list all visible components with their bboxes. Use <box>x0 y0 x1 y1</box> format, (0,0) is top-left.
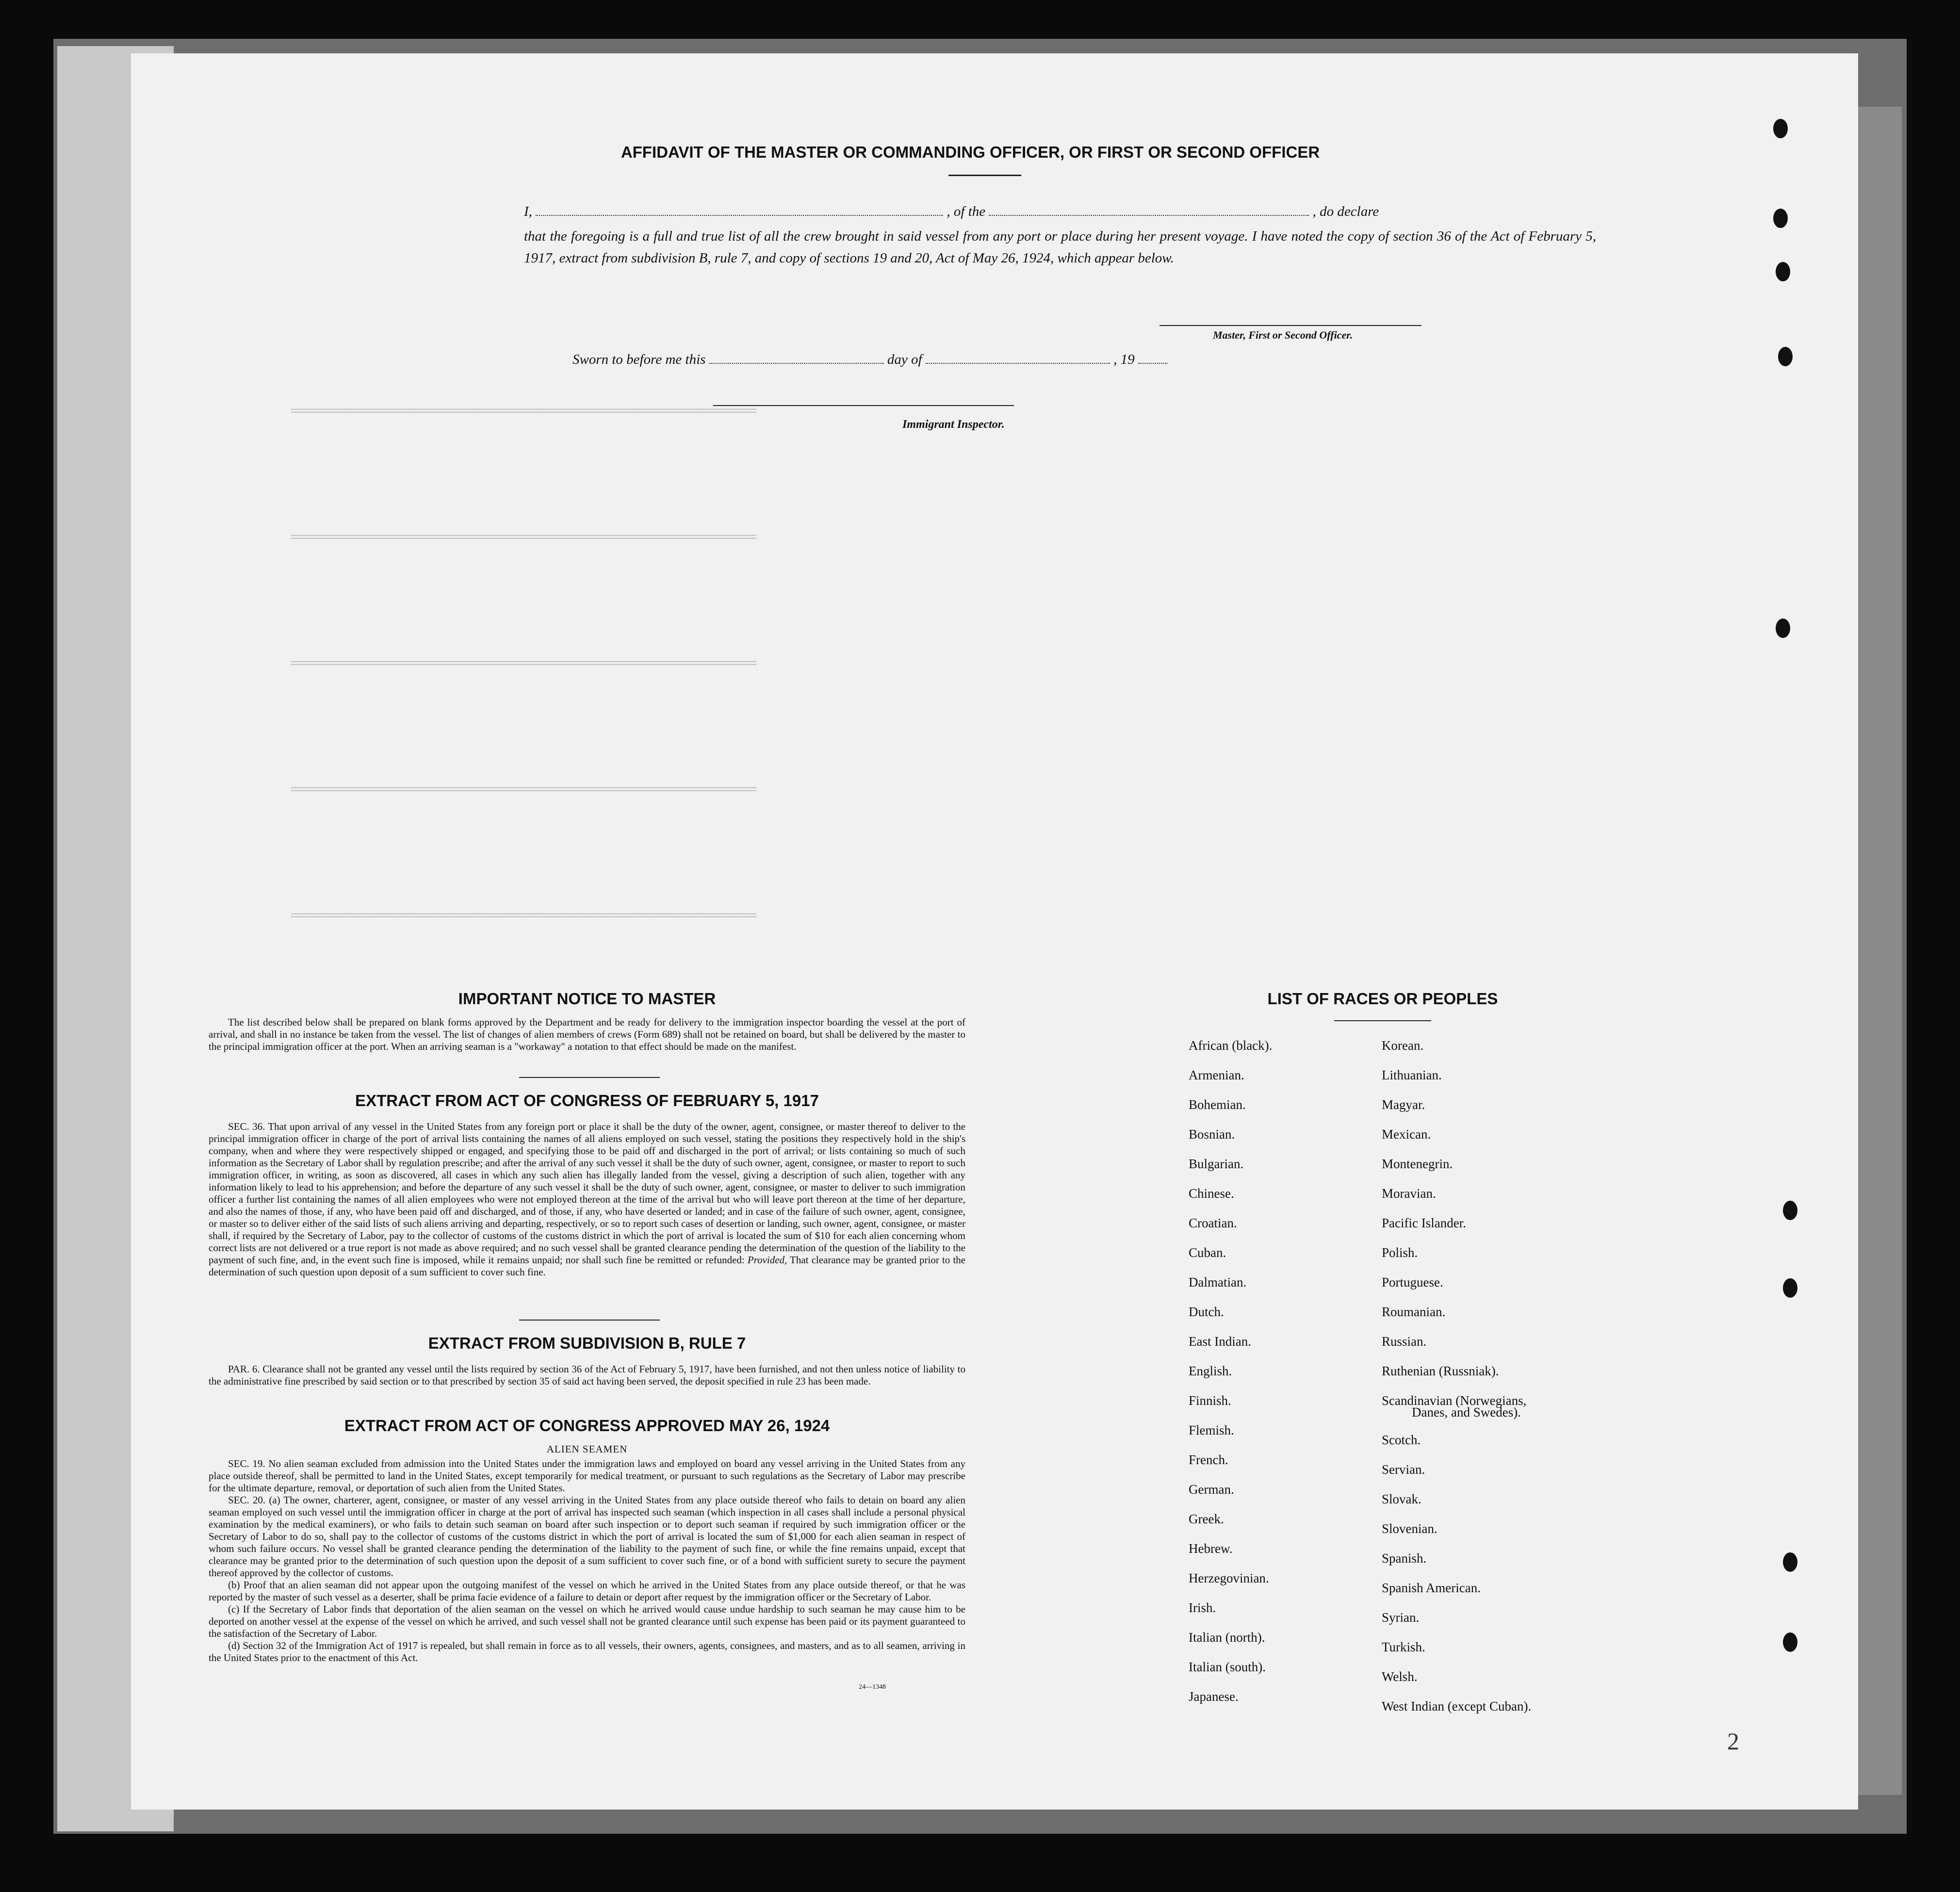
sworn-year-field[interactable] <box>1138 363 1167 364</box>
binder-hole <box>1783 1632 1797 1652</box>
inspector-signature-line[interactable] <box>713 405 1014 406</box>
race-item: Dutch. <box>1189 1305 1224 1319</box>
extract-rule7-title: EXTRACT FROM SUBDIVISION B, RULE 7 <box>428 1334 746 1352</box>
race-item: Scandinavian (Norwegians, <box>1382 1393 1527 1408</box>
race-item: Roumanian. <box>1382 1305 1446 1319</box>
affidavit-body: that the foregoing is a full and true list of all the crew brought in said vessel from any port or place during her present voyage. I have noted the copy of section 36 of the Act of February 5, 1917, extract from subdivision B, rule 7, and copy of sections 19 and 20, Act of May 26, 1924, which appear below. <box>524 228 1596 266</box>
race-item: Portuguese. <box>1382 1275 1443 1289</box>
officer-name-field[interactable] <box>536 215 943 216</box>
race-item: Greek. <box>1189 1512 1224 1526</box>
race-item: Croatian. <box>1189 1216 1237 1230</box>
binder-hole <box>1783 1552 1797 1572</box>
extract-1924-title: EXTRACT FROM ACT OF CONGRESS APPROVED MAY 26, 1924 <box>344 1417 830 1435</box>
proviso-text: That clearance may be granted prior to the determination of such question upon deposit of a sum sufficient to cover such fine. <box>209 1254 966 1278</box>
manifest-page <box>131 53 1858 1810</box>
race-item: Japanese. <box>1189 1689 1239 1704</box>
race-item: Bohemian. <box>1189 1097 1246 1112</box>
race-item: Herzegovinian. <box>1189 1571 1269 1585</box>
binder-hole <box>1773 209 1788 228</box>
binder-hole <box>1783 1201 1797 1220</box>
race-item: Scotch. <box>1382 1433 1421 1447</box>
master-signature-line[interactable] <box>1160 325 1421 326</box>
affidavit-of-the: , of the <box>947 204 986 219</box>
sworn-day-of: day of <box>887 352 922 367</box>
extract-1924-text-block <box>209 1458 965 1664</box>
race-item: Spanish. <box>1382 1551 1427 1566</box>
sworn-day-field[interactable] <box>709 363 884 364</box>
extract-rule7-text: PAR. 6. Clearance shall not be granted any vessel until the lists required by section 36 of the Act of February 5, 1917, have been furnished, and not then unless notice of liability to the administrative fine prescribed by said section or to that prescribed by section 35 of said act having been served, the deposit specified in rule 23 has been made. <box>209 1363 965 1387</box>
sec20c-text: (c) If the Secretary of Labor finds that deportation of the alien seaman on the vessel on which he arrived would cause undue hardship to such seaman he may cause him to be deported on another vessel at the expense of the vessel on which he arrived, and such vessel shall not be granted clearance until such expense has been paid or its payment guaranteed to the satisfaction of the Secretary of Labor. <box>209 1603 965 1639</box>
race-item: Turkish. <box>1382 1640 1425 1654</box>
race-item: Russian. <box>1382 1334 1427 1349</box>
binder-hole <box>1773 119 1788 138</box>
section-rule <box>519 1077 660 1078</box>
races-title: LIST OF RACES OR PEOPLES <box>1267 990 1498 1008</box>
race-item: English. <box>1189 1364 1232 1378</box>
race-item: Moravian. <box>1382 1186 1436 1201</box>
master-signature-label: Master, First or Second Officer. <box>1213 329 1353 341</box>
race-item: German. <box>1189 1482 1234 1497</box>
sec20a-text: SEC. 20. (a) The owner, charterer, agent, consignee, or master of any vessel arriving in the United States from any place outside thereof who fails to detain on board any alien seaman employed on such vessel until the immigration officer in charge at the port of arrival has inspected such seaman (which inspection in all cases shall include a personal physical examination by the medical examiners), or who fails to detain such seaman on board after such inspection or to deport such seaman if required by such immigration officer or the Secretary of Labor to do so, shall pay to the collector of customs of the customs district in which the port of arrival is located the sum of $1,000 for each alien seaman in respect of whom such failure occurs. No vessel shall be granted clearance pending the determination of the liability to the payment of such fine, or while the fine remains unpaid, except that clearance may be granted prior to the determination of such question upon the deposit of a sum sufficient to cover such fine, or of a bond with sufficient surety to secure the payment thereof approved by the collector of customs. <box>209 1494 965 1579</box>
race-item: Mexican. <box>1382 1127 1431 1142</box>
race-item: Chinese. <box>1189 1186 1234 1201</box>
binder-hole <box>1776 262 1790 281</box>
race-item: Spanish American. <box>1382 1581 1481 1595</box>
proviso-word: Provided, <box>747 1254 787 1266</box>
race-item: Montenegrin. <box>1382 1157 1453 1171</box>
binder-hole <box>1783 1278 1797 1298</box>
notice-title: IMPORTANT NOTICE TO MASTER <box>458 990 716 1008</box>
race-item: French. <box>1189 1452 1228 1467</box>
race-item: Lithuanian. <box>1382 1068 1442 1082</box>
race-item: Bulgarian. <box>1189 1157 1244 1171</box>
race-item: Slovenian. <box>1382 1521 1437 1536</box>
race-item: Armenian. <box>1189 1068 1244 1082</box>
race-item: Welsh. <box>1382 1669 1418 1684</box>
inspector-label: Immigrant Inspector. <box>902 418 1005 431</box>
bleed-through-text: ═══════════════════════════════════════════════ <box>291 781 756 799</box>
title-rule <box>948 175 1021 176</box>
sworn-prefix: Sworn to before me this <box>572 352 706 367</box>
race-item: Hebrew. <box>1189 1541 1233 1556</box>
sec19-text: SEC. 19. No alien seaman excluded from admission into the United States under the immigration laws and employed on board any vessel arriving in the United States from any place outside thereof, shall be permitted to land in the United States, except temporarily for medical treatment, or pursuant to such regulations as the Secretary of Labor may prescribe for the ultimate departure, removal, or deportation of such alien from the United States. <box>209 1458 965 1494</box>
extract-rule7-text-block <box>209 1363 965 1387</box>
notice-text: The list described below shall be prepared on blank forms approved by the Department and be ready for delivery to the immigration inspector boarding the vessel at the port of arrival, and shall in no instance be taken from the vessel. The list of changes of alien members of crews (Form 689) shall not be retained on board, but shall be delivered by the master to the principal immigration officer at the port. When an arriving seaman is a "workaway" a notation to that effect should be made on the manifest. <box>209 1016 965 1052</box>
race-item: Polish. <box>1382 1245 1418 1260</box>
sworn-year: , 19 <box>1113 352 1135 367</box>
race-item: West Indian (except Cuban). <box>1382 1699 1532 1713</box>
race-item: East Indian. <box>1189 1334 1251 1349</box>
race-item: Bosnian. <box>1189 1127 1235 1142</box>
bleed-through-text: ═══════════════════════════════════════════════ <box>291 655 756 673</box>
races-title-rule <box>1334 1020 1431 1021</box>
vessel-name-field[interactable] <box>989 215 1309 216</box>
race-item: Dalmatian. <box>1189 1275 1247 1289</box>
bleed-through-text: ═══════════════════════════════════════════════ <box>291 907 756 926</box>
sworn-month-field[interactable] <box>926 363 1110 364</box>
binder-hole <box>1778 347 1793 366</box>
bleed-through-text: ═══════════════════════════════════════════════ <box>291 403 756 421</box>
section-rule <box>519 1320 660 1321</box>
sworn-line <box>572 352 1167 368</box>
race-item: Pacific Islander. <box>1382 1216 1466 1230</box>
affidavit-title: AFFIDAVIT OF THE MASTER OR COMMANDING OFFICER, OR FIRST OR SECOND OFFICER <box>621 143 1320 161</box>
affidavit-declaration-line <box>524 204 1601 220</box>
affidavit-do-declare: , do declare <box>1312 204 1379 219</box>
affidavit-i: I, <box>524 204 532 219</box>
extract-1917-title: EXTRACT FROM ACT OF CONGRESS OF FEBRUARY 5, 1917 <box>355 1092 819 1109</box>
extract-1917-text-block <box>209 1121 965 1278</box>
race-item: Slovak. <box>1382 1492 1421 1506</box>
race-item: Servian. <box>1382 1462 1425 1477</box>
race-item: Syrian. <box>1382 1610 1420 1625</box>
extract-1917-text: SEC. 36. That upon arrival of any vessel in the United States from any foreign port or place it shall be the duty of the owner, agent, consignee, or master thereof to deliver to the principal immigration officer in charge of the port of arrival lists containing the names of all aliens employed on such vessel, stating the positions they respectively hold in the ship's company, when and where they were respectively shipped or engaged, and specifying those to be paid off and discharged in the port of arrival; or lists containing so much of such information as the Secretary of Labor shall by regulation prescribe; and after the arrival of any such vessel it shall be the duty of such owner, agent, consignee, or master to report to such immigration officer, in writing, as soon as discovered, all cases in which any such alien has illegally landed from the vessel, giving a description of such alien, together with any information likely to lead to his apprehension; and before the departure of any such vessel it shall be the duty of such owner, agent, consignee, or master to deliver to such immigration officer a further list containing the names of all alien employees who were not employed thereon at the time of the arrival but who will leave port thereon at the time of her departure, and also the names of those, if any, who have been paid off and discharged, and of those, if any, who have deserted or landed; and in case of the failure of such owner, agent, consignee, or master so to deliver either of the said lists of such aliens arriving and departing, respectively, or so to report such cases of desertion or landing, such owner, agent, consignee, or master shall, if required by the Secretary of Labor, pay to the collector of customs of the customs district in which the port of arrival is located the sum of $10 for each alien concerning whom correct lists are not delivered or a true report is not made as above required; and no such vessel shall be granted clearance pending the determination of the question of the liability to the payment of such fine, and, in the event such fine is imposed, while it remains unpaid; nor shall such fine be remitted or refunded: <box>209 1121 965 1266</box>
race-item: Magyar. <box>1382 1097 1425 1112</box>
bleed-through-text: ═══════════════════════════════════════════════ <box>291 529 756 547</box>
race-item: Irish. <box>1189 1600 1216 1615</box>
race-item: Italian (south). <box>1189 1660 1266 1674</box>
race-item: Finnish. <box>1189 1393 1231 1408</box>
sec20d-text: (d) Section 32 of the Immigration Act of 1917 is repealed, but shall remain in force as to all vessels, their owners, agents, consignees, and masters, and as to all seamen, arriving in the United States prior to the enactment of this Act. <box>209 1640 965 1664</box>
binder-hole <box>1776 619 1790 638</box>
race-item: Cuban. <box>1189 1245 1226 1260</box>
race-item: African (black). <box>1189 1038 1273 1053</box>
race-scandinavian-continued: Danes, and Swedes). <box>1412 1405 1521 1419</box>
race-item: Korean. <box>1382 1038 1424 1053</box>
page-number: 2 <box>1727 1728 1739 1755</box>
sec20b-text: (b) Proof that an alien seaman did not appear upon the outgoing manifest of the vessel on which he arrived in the United States from any place outside thereof, or that he was reported by the master of such vessel as a deserter, shall be prima facie evidence of a failure to detain or deport after request by the immigration officer or the Secretary of Labor. <box>209 1579 965 1603</box>
race-item: Italian (north). <box>1189 1630 1265 1645</box>
race-item: Ruthenian (Russniak). <box>1382 1364 1499 1378</box>
race-item: Flemish. <box>1189 1423 1234 1437</box>
notice-text-block <box>209 1016 965 1053</box>
alien-seamen-subtitle: ALIEN SEAMEN <box>546 1443 628 1455</box>
form-code: 24—1348 <box>859 1683 886 1691</box>
